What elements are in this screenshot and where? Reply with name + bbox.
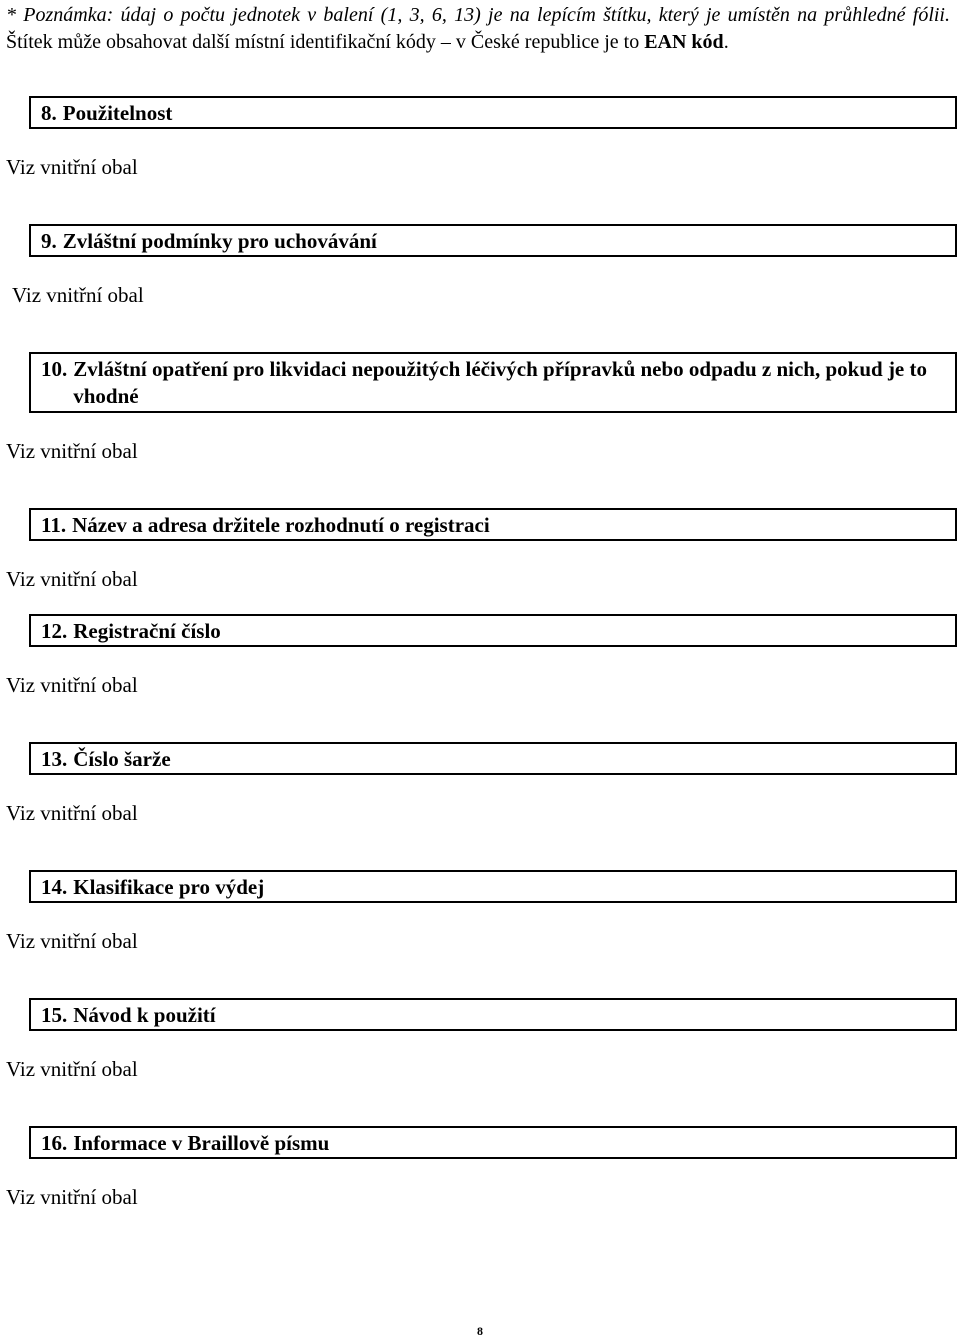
section-title: Název a adresa držitele rozhodnutí o registraci — [72, 513, 490, 537]
page-number: 8 — [477, 1324, 483, 1338]
section-title: Informace v Braillově písmu — [73, 1131, 330, 1155]
section-heading-16 — [29, 1126, 957, 1159]
section-heading-8 — [29, 96, 957, 129]
section-heading-11 — [29, 508, 957, 541]
section-number: 9. — [41, 229, 57, 253]
section-text-12: Viz vnitřní obal — [6, 673, 138, 697]
section-heading-9 — [29, 224, 957, 257]
footnote-paragraph — [6, 2, 950, 56]
footnote-end: . — [723, 31, 729, 53]
section-title: Návod k použití — [73, 1003, 216, 1027]
section-heading-15 — [29, 998, 957, 1031]
section-text-15: Viz vnitřní obal — [6, 1057, 138, 1081]
section-title: Klasifikace pro výdej — [73, 875, 265, 899]
section-text-16: Viz vnitřní obal — [6, 1185, 138, 1209]
section-number: 16. — [41, 1131, 68, 1155]
footnote-bold-ean: EAN kód — [644, 31, 724, 53]
section-text-11: Viz vnitřní obal — [6, 567, 138, 591]
section-heading-14 — [29, 870, 957, 903]
section-text-9: Viz vnitřní obal — [12, 283, 144, 307]
section-number: 11. — [41, 513, 67, 537]
section-title: Použitelnost — [62, 101, 173, 125]
section-number: 13. — [41, 747, 68, 771]
section-text-13: Viz vnitřní obal — [6, 801, 138, 825]
section-text-14: Viz vnitřní obal — [6, 929, 138, 953]
section-text-8: Viz vnitřní obal — [6, 155, 138, 179]
section-number: 10. — [41, 357, 68, 381]
footnote-italic-part: * Poznámka: údaj o počtu jednotek v balení (1, 3, 6, 13) je na lepícím štítku, který je umístěn na průhledné fólii. — [6, 4, 950, 26]
section-title: Registrační číslo — [73, 619, 221, 643]
section-title: Zvláštní opatření pro likvidaci nepoužitých léčivých přípravků nebo odpadu z nich, pokud je to vhodné — [73, 357, 928, 408]
section-number: 15. — [41, 1003, 68, 1027]
footnote-normal-part: Štítek může obsahovat další místní identifikační kódy – v České republice je to — [6, 31, 645, 53]
section-title: Číslo šarže — [73, 747, 171, 771]
section-title: Zvláštní podmínky pro uchovávání — [62, 229, 377, 253]
section-text-10: Viz vnitřní obal — [6, 439, 138, 463]
section-number: 8. — [41, 101, 57, 125]
section-heading-10 — [29, 352, 957, 413]
section-number: 14. — [41, 875, 68, 899]
section-number: 12. — [41, 619, 68, 643]
section-heading-12 — [29, 614, 957, 647]
section-heading-13 — [29, 742, 957, 775]
